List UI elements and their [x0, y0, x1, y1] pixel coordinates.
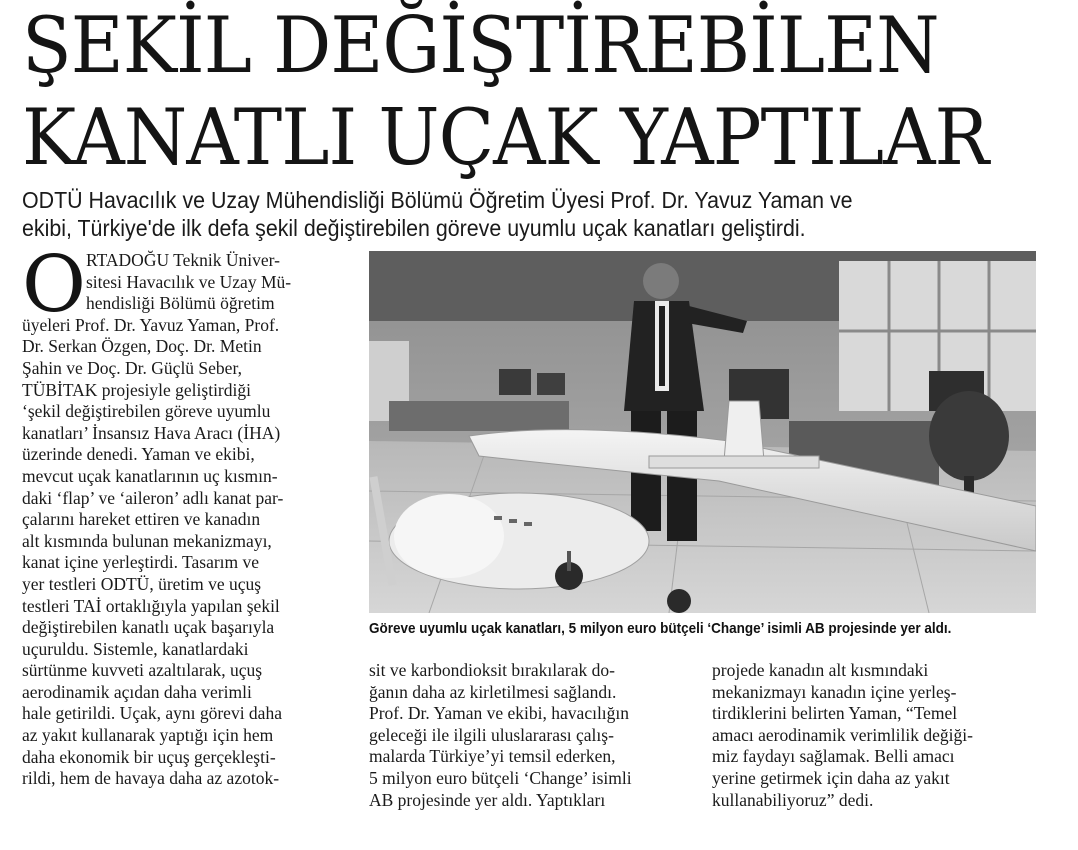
body-line: alt kısmında bulunan mekanizmayı,	[22, 530, 272, 551]
headline	[22, 0, 989, 184]
body-line: hale getirildi. Uçak, aynı görevi daha	[22, 703, 282, 724]
body-line: değiştirebilen kanatlı uçak başarıyla	[22, 617, 275, 638]
body-line: kanatları’ İnsansız Hava Aracı (İHA)	[22, 422, 281, 443]
body-line: malarda Türkiye’yi temsil ederken,	[369, 746, 616, 767]
body-line: geleceği ile ilgili uluslararası çalış-	[369, 724, 614, 745]
drone-lab-photo	[369, 251, 1036, 613]
body-line: mevcut uçak kanatlarının uç kısmın-	[22, 465, 278, 486]
deck-subheading	[22, 186, 1045, 242]
body-column-2	[369, 660, 689, 811]
body-line: hendisliği Bölümü öğretim	[86, 293, 275, 314]
body-line: Dr. Serkan Özgen, Doç. Dr. Metin	[22, 336, 262, 357]
body-line: Şahin ve Doç. Dr. Güçlü Seber,	[22, 357, 242, 378]
body-line: sitesi Havacılık ve Uzay Mü-	[86, 271, 292, 292]
photo-caption: Göreve uyumlu uçak kanatları, 5 milyon euro bütçeli ‘Change’ isimli AB projesinde yer aldı.	[369, 620, 952, 637]
body-line: ğanın daha az kirletilmesi sağlandı.	[369, 681, 617, 702]
body-line: daki ‘flap’ ve ‘aileron’ adlı kanat par-	[22, 487, 284, 508]
body-line: AB projesinde yer aldı. Yaptıkları	[369, 789, 606, 810]
headline-line-1: ŞEKİL DEĞİŞTİREBİLEN	[22, 1, 939, 91]
body-line: yerine getirmek için daha az yakıt	[712, 767, 950, 788]
article-photo	[369, 251, 1036, 613]
body-line: rildi, hem de havaya daha az azotok-	[22, 768, 280, 789]
body-line: üzerinde denedi. Yaman ve ekibi,	[22, 444, 255, 465]
deck-line-1: ODTÜ Havacılık ve Uzay Mühendisliği Bölümü Öğretim Üyesi Prof. Dr. Yavuz Yaman ve	[22, 187, 853, 213]
body-column-3	[712, 660, 1042, 811]
body-column-1	[22, 240, 352, 790]
body-line: tirdiklerini belirten Yaman, “Temel	[712, 703, 958, 724]
body-line: yer testleri ODTÜ, üretim ve uçuş	[22, 573, 262, 594]
deck-line-2: ekibi, Türkiye'de ilk defa şekil değiştirebilen göreve uyumlu uçak kanatları geliştirdi.	[22, 215, 806, 241]
body-line: sürtünme kuvveti azaltılarak, uçuş	[22, 660, 263, 681]
body-line: TÜBİTAK projesiyle geliştirdiği	[22, 379, 251, 400]
body-line: 5 milyon euro bütçeli ‘Change’ isimli	[369, 767, 632, 788]
body-line: ‘şekil değiştirebilen göreve uyumlu	[22, 401, 271, 422]
body-line: RTADOĞU Teknik Üniver-	[86, 250, 280, 270]
body-line: mekanizmayı kanadın içine yerleş-	[712, 681, 957, 702]
body-line: aerodinamik açıdan daha verimli	[22, 681, 252, 702]
body-line: çalarını hareket ettiren ve kanadın	[22, 509, 261, 530]
body-line: testleri TAİ ortaklığıyla yapılan şekil	[22, 595, 280, 616]
body-line: uçuruldu. Sistemle, kanatlardaki	[22, 638, 249, 659]
body-line: projede kanadın alt kısmındaki	[712, 660, 929, 680]
drop-cap: O	[22, 240, 86, 330]
body-line: kullanabiliyoruz” dedi.	[712, 789, 874, 810]
body-line: kanat içine yerleştirdi. Tasarım ve	[22, 552, 260, 573]
body-line: üyeleri Prof. Dr. Yavuz Yaman, Prof.	[22, 314, 280, 335]
body-line: daha ekonomik bir uçuş gerçekleşti-	[22, 746, 276, 767]
body-line: Prof. Dr. Yaman ve ekibi, havacılığın	[369, 703, 630, 724]
body-line: amacı aerodinamik verimlilik değiği-	[712, 724, 973, 745]
body-line: az yakıt kullanarak yaptığı için hem	[22, 725, 274, 746]
headline-line-2: KANATLI UÇAK YAPTILAR	[22, 93, 989, 183]
body-line: sit ve karbondioksit bırakılarak do-	[369, 660, 615, 680]
body-line: miz faydayı sağlamak. Belli amacı	[712, 746, 955, 767]
